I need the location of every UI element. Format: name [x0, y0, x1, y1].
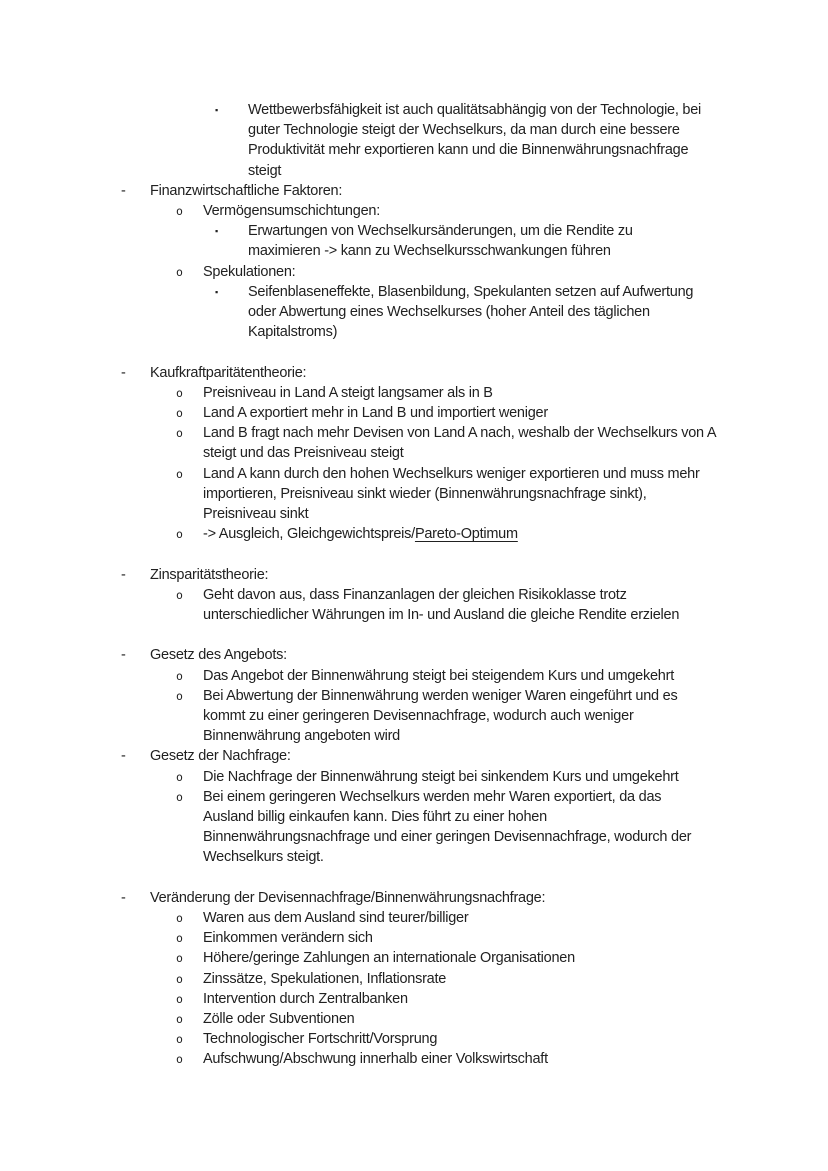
text-line [248, 241, 828, 261]
list-item [0, 645, 828, 665]
list-item-text [150, 181, 828, 201]
list-item-text [248, 221, 828, 261]
text-segment: Bei einem geringeren Wechselkurs werden mehr Waren exportiert, da das [203, 788, 662, 805]
list-item [0, 524, 828, 544]
text-line [150, 565, 828, 585]
circle-bullet-icon: o [176, 406, 183, 421]
list-item [0, 201, 828, 221]
text-line [203, 989, 828, 1009]
list-item [0, 969, 828, 989]
list-item [0, 262, 828, 282]
text-segment: steigt und das Preisniveau steigt [203, 445, 404, 462]
dash-bullet-icon: - [121, 889, 126, 906]
text-segment: Erwartungen von Wechselkursänderungen, um die Rendite zu [248, 223, 633, 240]
list-item-text [203, 524, 828, 544]
text-line [203, 726, 828, 746]
circle-bullet-icon: o [176, 466, 183, 481]
list-item-text [203, 585, 828, 625]
text-line [248, 221, 828, 241]
text-segment: Veränderung der Devisennachfrage/Binnenwährungsnachfrage: [150, 889, 546, 906]
text-segment: oder Abwertung eines Wechselkurses (hoher Anteil des täglichen [248, 304, 650, 321]
text-segment: Geht davon aus, dass Finanzanlagen der gleichen Risikoklasse trotz [203, 586, 627, 603]
list-item-text [203, 403, 828, 423]
text-line [203, 504, 828, 524]
text-segment: Preisniveau in Land A steigt langsamer als in B [203, 384, 493, 401]
dash-bullet-icon: - [121, 182, 126, 199]
list-item [0, 464, 828, 525]
list-item-text [203, 1029, 828, 1049]
circle-bullet-icon: o [176, 385, 183, 400]
list-item-text [203, 423, 828, 463]
circle-bullet-icon: o [176, 264, 183, 279]
circle-bullet-icon: o [176, 688, 183, 703]
text-line [203, 928, 828, 948]
text-line [203, 908, 828, 928]
square-bullet-icon: ▪ [215, 105, 218, 115]
list-item [0, 181, 828, 201]
list-item-text [150, 746, 828, 766]
list-item [0, 686, 828, 747]
text-line [203, 706, 828, 726]
list-item-text [203, 1049, 828, 1069]
text-line [150, 746, 828, 766]
list-item-text [203, 262, 828, 282]
text-line [203, 484, 828, 504]
square-bullet-icon: ▪ [215, 226, 218, 237]
list-item [0, 989, 828, 1009]
text-segment: Höhere/geringe Zahlungen an internationale Organisationen [203, 950, 575, 967]
text-segment: Finanzwirtschaftliche Faktoren: [150, 182, 343, 199]
circle-bullet-icon: o [176, 769, 183, 784]
text-line [203, 1029, 828, 1049]
bullet-list [0, 100, 828, 1070]
circle-bullet-icon: o [176, 204, 183, 219]
text-segment: Bei Abwertung der Binnenwährung werden weniger Waren eingeführt und es [203, 687, 678, 704]
list-item-text [248, 282, 828, 343]
list-item-text [203, 464, 828, 525]
text-line [203, 262, 828, 282]
text-segment: Ausland billig einkaufen kann. Dies führt zu einer hohen [203, 809, 547, 826]
circle-bullet-icon: o [176, 991, 183, 1006]
text-segment: steigt [248, 162, 282, 179]
circle-bullet-icon: o [176, 931, 183, 946]
list-item [0, 948, 828, 968]
text-line [203, 666, 828, 686]
text-line [203, 807, 828, 827]
circle-bullet-icon: o [176, 1012, 183, 1027]
text-line [203, 1049, 828, 1069]
text-line [150, 181, 828, 201]
text-segment: Spekulationen: [203, 263, 296, 280]
circle-bullet-icon: o [176, 951, 183, 966]
list-item [0, 221, 828, 261]
list-item-text [150, 363, 828, 383]
text-line [203, 847, 828, 867]
text-segment: Preisniveau sinkt [203, 506, 309, 523]
circle-bullet-icon: o [176, 911, 183, 926]
list-item-text [248, 100, 828, 181]
text-segment: Wettbewerbsfähigkeit ist auch qualitätsabhängig von der Technologie, bei [248, 102, 702, 118]
text-segment: Das Angebot der Binnenwährung steigt bei steigendem Kurs und umgekehrt [203, 667, 674, 684]
list-item-text [203, 948, 828, 968]
dash-bullet-icon: - [121, 364, 126, 381]
text-segment: Zinssätze, Spekulationen, Inflationsrate [203, 970, 447, 987]
text-segment: Die Nachfrage der Binnenwährung steigt bei sinkendem Kurs und umgekehrt [203, 768, 679, 785]
text-segment: Zölle oder Subventionen [203, 1011, 355, 1028]
text-segment: Land A exportiert mehr in Land B und importiert weniger [203, 405, 548, 422]
circle-bullet-icon: o [176, 587, 183, 602]
text-segment: Kapitalstroms) [248, 324, 338, 341]
circle-bullet-icon: o [176, 668, 183, 683]
circle-bullet-icon: o [176, 426, 183, 441]
list-item [0, 403, 828, 423]
text-segment: Gesetz der Nachfrage: [150, 748, 291, 765]
list-item [0, 423, 828, 463]
text-segment: Technologischer Fortschritt/Vorsprung [203, 1031, 438, 1048]
text-segment: Einkommen verändern sich [203, 930, 373, 947]
text-segment: -> Ausgleich, Gleichgewichtspreis/ [203, 526, 415, 543]
list-item [0, 666, 828, 686]
text-segment: Land B fragt nach mehr Devisen von Land A nach, weshalb der Wechselkurs von A [203, 425, 717, 442]
list-item-text [203, 989, 828, 1009]
text-line [203, 585, 828, 605]
text-line [203, 1009, 828, 1029]
list-item [0, 383, 828, 403]
text-line [203, 201, 828, 221]
dash-bullet-icon: - [121, 748, 126, 765]
text-segment: guter Technologie steigt der Wechselkurs, da man durch eine bessere [248, 122, 680, 139]
text-line [248, 161, 828, 181]
text-segment: maximieren -> kann zu Wechselkursschwankungen führen [248, 243, 611, 260]
text-line [203, 787, 828, 807]
text-segment: Waren aus dem Ausland sind teurer/billiger [203, 910, 469, 927]
text-line [248, 120, 828, 140]
list-item-text [203, 383, 828, 403]
text-line [150, 645, 828, 665]
list-item [0, 585, 828, 625]
list-item [0, 1049, 828, 1069]
document-page [0, 100, 828, 1070]
list-item-text [150, 565, 828, 585]
list-item [0, 908, 828, 928]
text-segment: Aufschwung/Abschwung innerhalb einer Volkswirtschaft [203, 1051, 548, 1068]
text-line [203, 948, 828, 968]
list-item-text [203, 969, 828, 989]
text-line [203, 383, 828, 403]
list-item-text [203, 767, 828, 787]
text-segment: Binnenwährungsnachfrage und einer geringen Devisennachfrage, wodurch der [203, 829, 692, 846]
list-item-text [203, 666, 828, 686]
text-segment: kommt zu einer geringeren Devisennachfrage, wodurch auch weniger [203, 708, 634, 725]
text-segment: unterschiedlicher Währungen im In- und Ausland die gleiche Rendite erzielen [203, 607, 680, 624]
list-item [0, 100, 828, 181]
text-segment: Produktivität mehr exportieren kann und die Binnenwährungsnachfrage [248, 142, 689, 159]
list-item [0, 565, 828, 585]
text-line [203, 464, 828, 484]
text-segment: Land A kann durch den hohen Wechselkurs weniger exportieren und muss mehr [203, 465, 700, 482]
text-line [203, 524, 828, 544]
text-line [203, 767, 828, 787]
text-segment: Zinsparitätstheorie: [150, 566, 269, 583]
list-item-text [150, 645, 828, 665]
text-line [248, 100, 828, 120]
text-line [203, 827, 828, 847]
text-segment: Binnenwährung angeboten wird [203, 728, 400, 745]
list-item-text [203, 928, 828, 948]
text-segment: Intervention durch Zentralbanken [203, 990, 408, 1007]
text-segment: Gesetz des Angebots: [150, 647, 287, 664]
circle-bullet-icon: o [176, 789, 183, 804]
list-item [0, 1009, 828, 1029]
list-item-text [203, 201, 828, 221]
text-line [203, 443, 828, 463]
circle-bullet-icon: o [176, 527, 183, 542]
text-segment: Kaufkraftparitätentheorie: [150, 364, 307, 381]
list-item-text [203, 787, 828, 868]
list-item-text [150, 888, 828, 908]
list-item [0, 363, 828, 383]
list-item [0, 746, 828, 766]
text-segment: importieren, Preisniveau sinkt wieder (Binnenwährungsnachfrage sinkt), [203, 485, 647, 502]
text-line [203, 686, 828, 706]
text-line [150, 363, 828, 383]
underlined-term: Pareto-Optimum [414, 526, 518, 543]
text-line [203, 969, 828, 989]
list-item [0, 928, 828, 948]
text-line [248, 302, 828, 322]
list-item [0, 787, 828, 868]
text-line [203, 423, 828, 443]
dash-bullet-icon: - [121, 566, 126, 583]
text-segment: Vermögensumschichtungen: [203, 203, 380, 220]
dash-bullet-icon: - [121, 647, 126, 664]
square-bullet-icon: ▪ [215, 286, 218, 297]
list-item [0, 888, 828, 908]
list-item-text [203, 908, 828, 928]
circle-bullet-icon: o [176, 1052, 183, 1067]
text-line [248, 322, 828, 342]
list-item-text [203, 1009, 828, 1029]
list-item [0, 282, 828, 343]
circle-bullet-icon: o [176, 1032, 183, 1047]
list-item [0, 1029, 828, 1049]
list-item [0, 767, 828, 787]
text-segment: Seifenblaseneffekte, Blasenbildung, Spekulanten setzen auf Aufwertung [248, 283, 694, 300]
text-line [203, 605, 828, 625]
text-line [248, 282, 828, 302]
circle-bullet-icon: o [176, 971, 183, 986]
text-line [248, 140, 828, 160]
text-segment: Wechselkurs steigt. [203, 849, 324, 866]
list-item-text [203, 686, 828, 747]
text-line [203, 403, 828, 423]
text-line [150, 888, 828, 908]
